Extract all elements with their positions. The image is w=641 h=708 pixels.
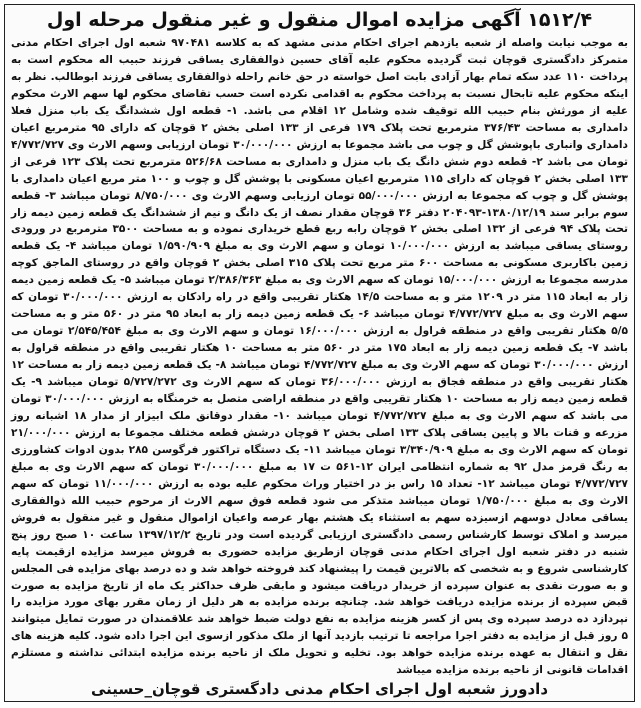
notice-frame — [4, 4, 635, 702]
notice-title: ۱۵۱۲/۴ آگهی مزایده اموال منقول و غیر منقول مرحله اول — [46, 9, 593, 31]
notice-signature: دادورز شعبه اول اجرای احکام مدنی دادگستری قوچان_حسینی — [90, 680, 549, 699]
notice-body — [5, 35, 634, 679]
notice-body-text: به موجب نیابت واصله از شعبه یازدهم اجرای احکام مدنی مشهد که به کلاسه ۹۷۰۴۸۱ شعبه اول اجرای احکام مدنی متمرکز دادگستری قوچان ثبت گردیده محکوم علیه آقای حسین ذوالفقاری یساقی فرزند حبیب اله محکوم است به پرداخت ۱۱۰ عدد سکه تمام بهار آزادی بابت اصل خواسته در حق خانم راحله ذوالفقاری یساقی فرزند ابوطالب. نظر به اینکه محکوم علیه تابحال نسبت به پرداخت محکوم به اقدامی نکرده است حسب تقاضای محکوم لها سهم الارث محکوم علیه از مورثش بنام حبیب الله توقیف شده وشامل ۱۲ اقلام می باشد. ۱- قطعه اول ششدانگ یک باب منزل فعلا دامداری به مساحت ۳۷۶/۴۳ مترمربع تحت پلاک ۱۷۹ فرعی از ۱۳۳ اصلی بخش ۲ قوچان که دارای ۹۵ مترمربع اعیان دامداری وانباری باپوشش گل و چوب می باشد مجموعا به ارزش ۳۰/۰۰۰/۰۰۰ تومان ارزیابی وسهم الارث وی ۴/۷۷۲/۷۲۷ تومان می باشد ۲- قطعه دوم شش دانگ یک باب منزل و دامداری به مساحت ۵۲۶/۶۸ مترمربع تحت پلاک ۱۲۳ فرعی از ۱۳۳ اصلی بخش ۲ قوچان که دارای ۱۱۵ مترمربع اعیان مسکونی با پوشش گل و چوب و ۱۰۰ متر مربع اعیان دامداری با پوشش گل و چوب که مجموعا به ارزش ۵۵/۰۰۰/۰۰۰ تومان ارزیابی وسهم الارث وی ۸/۷۵۰/۰۰۰ تومان میباشد ۳- قطعه سوم برابر سند ۱۳۸۰/۱۲/۱۹-۲۰۴۰۹۳ دفتر ۳۶ قوچان مقدار نصف از یک دانگ و نیم از ششدانگ یک قطعه زمین دیمه زار تحت پلاک ۹۴ فرعی از ۱۳۲ اصلی بخش ۲ قوچان رابه ربع قطع خریداری نموده و به مساحت ۳۵۰۰ مترمربع در ورودی روستای یساقی میباشد به ارزش ۱۰/۰۰۰/۰۰۰ تومان و سهم الارث وی به مبلغ ۱/۵۹۰/۹۰۹ تومان میباشد ۴- یک قطعه زمین باکاربری مسکونی به مساحت ۶۰۰ متر مربع تحت پلاک ۳۱۵ اصلی بخش ۲ قوچان واقع در روستای الماجق کوچه مدرسه مجموعا به ارزش ۱۵/۰۰۰/۰۰۰ تومان که سهم الارث وی به مبلغ ۲/۳۸۶/۳۶۳ تومان میباشد ۵- یک قطعه زمین دیمه زار به ابعاد ۱۱۵ متر در ۱۲۰۹ متر و به مساحت ۱۴/۵ هکتار تقریبی واقع در راه رادکان به ارزش ۳۰/۰۰۰/۰۰۰ تومان که سهم الارث وی به مبلغ ۴/۷۷۲/۷۲۷ تومان میباشد ۶- یک قطعه زمین دیمه زار به ابعاد ۹۵ متر در ۵۶۰ متر و به مساحت ۵/۵ هکتار تقریبی واقع در منطقه قراول به ارزش ۱۶/۰۰۰/۰۰۰ تومان و سهم الارث وی به مبلغ ۲/۵۴۵/۴۵۴ تومان می باشد ۷- یک قطعه زمین دیمه زار به ابعاد ۱۷۵ متر در ۵۶۰ متر به مساحت ۱۰ هکتار تقریبی واقع در منطقه قراول به ارزش ۳۰/۰۰۰/۰۰۰ تومان که سهم الارث وی به مبلغ ۴/۷۷۲/۷۲۷ تومان میباشد ۸- یک قطعه زمین دیمه زار به مساحت ۱۲ هکتار تقریبی واقع در منطقه فجاق به ارزش ۳۶/۰۰۰/۰۰۰ تومان که سهم الارث وی ۵/۷۲۷/۲۷۲ تومان میباشد ۹- یک قطعه زمین دیمه زار به مساحت ۱۰ هکتار تقریبی واقع در منطقه اراضی متصل به خرمنگاه به ارزش ۳۰/۰۰۰/۰۰۰ تومان می باشد که سهم الارث وی به مبلغ ۴/۷۷۲/۷۲۷ تومان میباشد ۱۰- مقدار دوقانق ملک ابیزار از مدار ۱۸ اشبانه روز مزرعه و قنات بالا و پایین یساقی پلاک ۱۳۳ اصلی بخش ۲ قوچان درشش قطعه مختلف مجموعا به ارزش ۲۱/۰۰۰/۰۰۰ تومان که سهم الارث وی به مبلغ ۳/۳۴۰/۹۰۹ تومان میباشد ۱۱- یک دستگاه تراکتور فرگوسن ۲۸۵ بدون ادوات کشاورزی به رنگ قرمز مدل ۹۲ به شماره انتظامی ایران ۱۲-۵۶۱ ت ۱۷ به مبلغ ۳۰/۰۰۰/۰۰۰ تومان که سهم الارث وی به مبلغ ۴/۷۷۲/۷۲۷ تومان میباشد ۱۲- تعداد ۱۵ راس بز در اختیار وراث محکوم علیه بوده به ارزش ۱۱/۰۰۰/۰۰۰ تومان که سهم الارث وی به مبلغ ۱/۷۵۰/۰۰۰ تومان میباشد متذکر می شود قطعه فوق سهم الارث از مرحوم حبیب الله ذوالفقاری یساقی معادل دوسهم ازسیزده سهم به استثناء یک هشتم بهار عرصه واعیان ازاموال منقول و غیر منقول به فروش میرسد و املاک توسط کارشناس رسمی دادگستری ارزیابی گردیده است ودر تاریخ ۱۳۹۷/۱۲/۲ ساعت ۱۰ صبح روز پنج شنبه در دفتر شعبه اول اجرای احکام مدنی قوچان ازطریق مزایده حضوری به فروش میرسد مزایده ازقیمت پایه کارشناسی شروع و به شخصی که بالاترین قیمت را پیشنهاد کند فروخته خواهد شد و ده درصد بهای مزایده فی المجلس و به صورت نقدی به عنوان سپرده از خریدار دریافت میشود و مابقی ظرف حداکثر یک ماه از تاریخ مزایده به صورت قبض سپرده از برنده مزایده دریافت خواهد شد. چنانچه برنده مزایده به هر دلیل از زمان مقرر بهای مورد مزایده را نپردازد ده درصد سپرده وی پس از کسر هزینه مزایده به نفع دولت ضبط خواهد شد علاقمندان در صورت تمایل میتوانند ۵ روز قبل از مزایده به دفتر اجرا مراجعه تا ترتیب بازدید آنها از ملک مذکور ازسوی این اجرا داده شود. کلیه هزینه های نقل و انتقال به عهده برنده مزایده خواهد بود. تخلیه و تحویل ملک از ناحیه برنده مزایده ابتدائی نداشته و مستلزم اقدامات قانونی از ناحیه برنده مزایده میباشد — [11, 37, 629, 677]
